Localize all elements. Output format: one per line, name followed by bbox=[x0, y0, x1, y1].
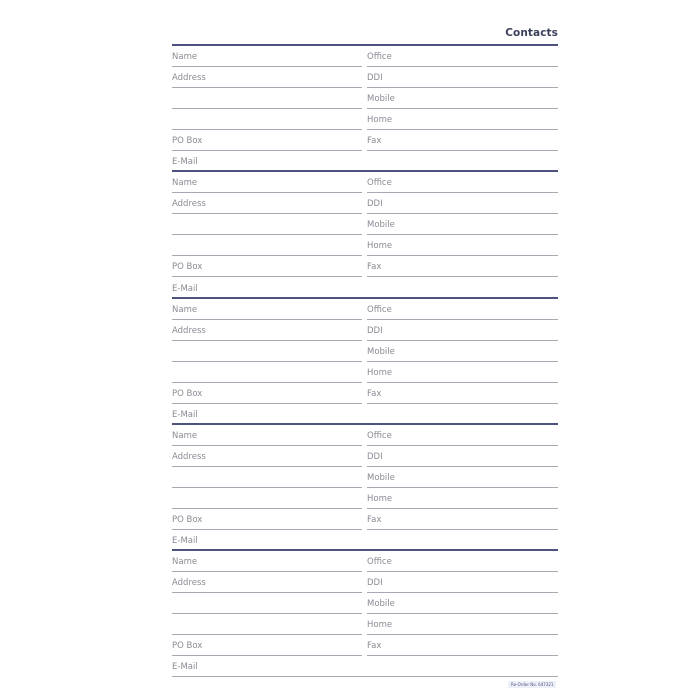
form-row bbox=[172, 321, 558, 342]
mobile-label: Mobile bbox=[367, 220, 395, 231]
address-label: Address bbox=[172, 325, 206, 336]
name-field[interactable] bbox=[172, 552, 362, 572]
form-row bbox=[172, 510, 558, 531]
mobile-field[interactable] bbox=[367, 342, 558, 362]
form-row bbox=[172, 215, 558, 236]
address-line-3[interactable] bbox=[172, 236, 362, 256]
ddi-field[interactable] bbox=[367, 447, 558, 467]
name-label: Name bbox=[172, 178, 198, 189]
name-field[interactable] bbox=[172, 426, 362, 446]
email-field[interactable] bbox=[172, 657, 558, 677]
home-label: Home bbox=[367, 494, 393, 505]
form-row bbox=[172, 615, 558, 636]
form-row bbox=[172, 363, 558, 384]
fax-field[interactable] bbox=[367, 636, 558, 656]
form-row bbox=[172, 89, 558, 110]
reorder-number: Re-Order No. 647321 bbox=[508, 681, 556, 688]
address-field[interactable] bbox=[172, 68, 362, 88]
name-field[interactable] bbox=[172, 173, 362, 193]
fax-label: Fax bbox=[367, 641, 382, 652]
address-field[interactable] bbox=[172, 321, 362, 341]
home-label: Home bbox=[367, 367, 393, 378]
name-label: Name bbox=[172, 430, 198, 441]
email-field[interactable] bbox=[172, 531, 558, 551]
fax-label: Fax bbox=[367, 136, 382, 147]
name-label: Name bbox=[172, 557, 198, 568]
email-field[interactable] bbox=[172, 405, 558, 425]
office-label: Office bbox=[367, 304, 392, 315]
ddi-label: DDI bbox=[367, 199, 383, 210]
email-label: E-Mail bbox=[172, 283, 198, 294]
office-label: Office bbox=[367, 52, 392, 62]
home-field[interactable] bbox=[367, 363, 558, 383]
fax-label: Fax bbox=[367, 262, 382, 273]
address-line-2[interactable] bbox=[172, 215, 362, 235]
office-label: Office bbox=[367, 430, 392, 441]
form-row bbox=[172, 468, 558, 489]
address-field[interactable] bbox=[172, 447, 362, 467]
mobile-field[interactable] bbox=[367, 89, 558, 109]
email-label: E-Mail bbox=[172, 536, 198, 547]
page-title: Contacts bbox=[505, 27, 558, 39]
form-row bbox=[172, 573, 558, 594]
fax-field[interactable] bbox=[367, 510, 558, 530]
office-label: Office bbox=[367, 178, 392, 189]
form-row bbox=[172, 300, 558, 321]
address-label: Address bbox=[172, 578, 206, 589]
fax-field[interactable] bbox=[367, 131, 558, 151]
po-box-field[interactable] bbox=[172, 636, 362, 656]
po-box-label: PO Box bbox=[172, 136, 203, 147]
email-field[interactable] bbox=[172, 152, 558, 172]
form-row bbox=[172, 194, 558, 215]
po-box-label: PO Box bbox=[172, 262, 203, 273]
office-field[interactable] bbox=[367, 426, 558, 446]
ddi-label: DDI bbox=[367, 325, 383, 336]
po-box-field[interactable] bbox=[172, 384, 362, 404]
contacts-form bbox=[172, 44, 558, 675]
home-field[interactable] bbox=[367, 236, 558, 256]
address-label: Address bbox=[172, 73, 206, 84]
form-row bbox=[172, 552, 558, 573]
address-line-2[interactable] bbox=[172, 342, 362, 362]
mobile-field[interactable] bbox=[367, 215, 558, 235]
form-row bbox=[172, 594, 558, 615]
address-line-2[interactable] bbox=[172, 89, 362, 109]
office-field[interactable] bbox=[367, 173, 558, 193]
po-box-field[interactable] bbox=[172, 131, 362, 151]
address-label: Address bbox=[172, 451, 206, 462]
name-label: Name bbox=[172, 304, 198, 315]
home-label: Home bbox=[367, 241, 393, 252]
home-field[interactable] bbox=[367, 489, 558, 509]
form-row bbox=[172, 110, 558, 131]
po-box-label: PO Box bbox=[172, 515, 203, 526]
address-field[interactable] bbox=[172, 573, 362, 593]
office-field[interactable] bbox=[367, 300, 558, 320]
address-line-3[interactable] bbox=[172, 615, 362, 635]
office-field[interactable] bbox=[367, 47, 558, 67]
form-row bbox=[172, 47, 558, 68]
ddi-label: DDI bbox=[367, 451, 383, 462]
ddi-label: DDI bbox=[367, 73, 383, 84]
address-line-3[interactable] bbox=[172, 363, 362, 383]
address-label: Address bbox=[172, 199, 206, 210]
contact-entry bbox=[172, 423, 558, 549]
home-field[interactable] bbox=[367, 615, 558, 635]
home-field[interactable] bbox=[367, 110, 558, 130]
po-box-field[interactable] bbox=[172, 257, 362, 277]
form-row bbox=[172, 657, 558, 678]
name-label: Name bbox=[172, 52, 198, 62]
form-row bbox=[172, 68, 558, 89]
ddi-label: DDI bbox=[367, 578, 383, 589]
fax-field[interactable] bbox=[367, 257, 558, 277]
form-row bbox=[172, 489, 558, 510]
mobile-field[interactable] bbox=[367, 594, 558, 614]
name-field[interactable] bbox=[172, 300, 362, 320]
mobile-label: Mobile bbox=[367, 346, 395, 357]
mobile-label: Mobile bbox=[367, 94, 395, 105]
contact-entry bbox=[172, 549, 558, 675]
office-field[interactable] bbox=[367, 552, 558, 572]
home-label: Home bbox=[367, 115, 393, 126]
mobile-label: Mobile bbox=[367, 472, 395, 483]
ddi-field[interactable] bbox=[367, 321, 558, 341]
po-box-label: PO Box bbox=[172, 641, 203, 652]
ddi-field[interactable] bbox=[367, 573, 558, 593]
address-field[interactable] bbox=[172, 194, 362, 214]
email-field[interactable] bbox=[172, 279, 558, 299]
ddi-field[interactable] bbox=[367, 68, 558, 88]
address-line-3[interactable] bbox=[172, 110, 362, 130]
form-row bbox=[172, 342, 558, 363]
fax-label: Fax bbox=[367, 515, 382, 526]
form-row bbox=[172, 236, 558, 257]
fax-field[interactable] bbox=[367, 384, 558, 404]
address-line-2[interactable] bbox=[172, 594, 362, 614]
po-box-label: PO Box bbox=[172, 388, 203, 399]
email-label: E-Mail bbox=[172, 409, 198, 420]
form-row bbox=[172, 426, 558, 447]
address-line-2[interactable] bbox=[172, 468, 362, 488]
email-label: E-Mail bbox=[172, 157, 198, 168]
form-row bbox=[172, 384, 558, 405]
ddi-field[interactable] bbox=[367, 194, 558, 214]
form-row bbox=[172, 447, 558, 468]
contact-entry bbox=[172, 170, 558, 296]
office-label: Office bbox=[367, 557, 392, 568]
mobile-label: Mobile bbox=[367, 599, 395, 610]
email-label: E-Mail bbox=[172, 662, 198, 673]
fax-label: Fax bbox=[367, 388, 382, 399]
form-row bbox=[172, 173, 558, 194]
home-label: Home bbox=[367, 620, 393, 631]
contact-entry bbox=[172, 297, 558, 423]
contact-entry bbox=[172, 44, 558, 170]
mobile-field[interactable] bbox=[367, 468, 558, 488]
form-row bbox=[172, 636, 558, 657]
name-field[interactable] bbox=[172, 47, 362, 67]
address-line-3[interactable] bbox=[172, 489, 362, 509]
form-row bbox=[172, 131, 558, 152]
form-row bbox=[172, 257, 558, 278]
po-box-field[interactable] bbox=[172, 510, 362, 530]
